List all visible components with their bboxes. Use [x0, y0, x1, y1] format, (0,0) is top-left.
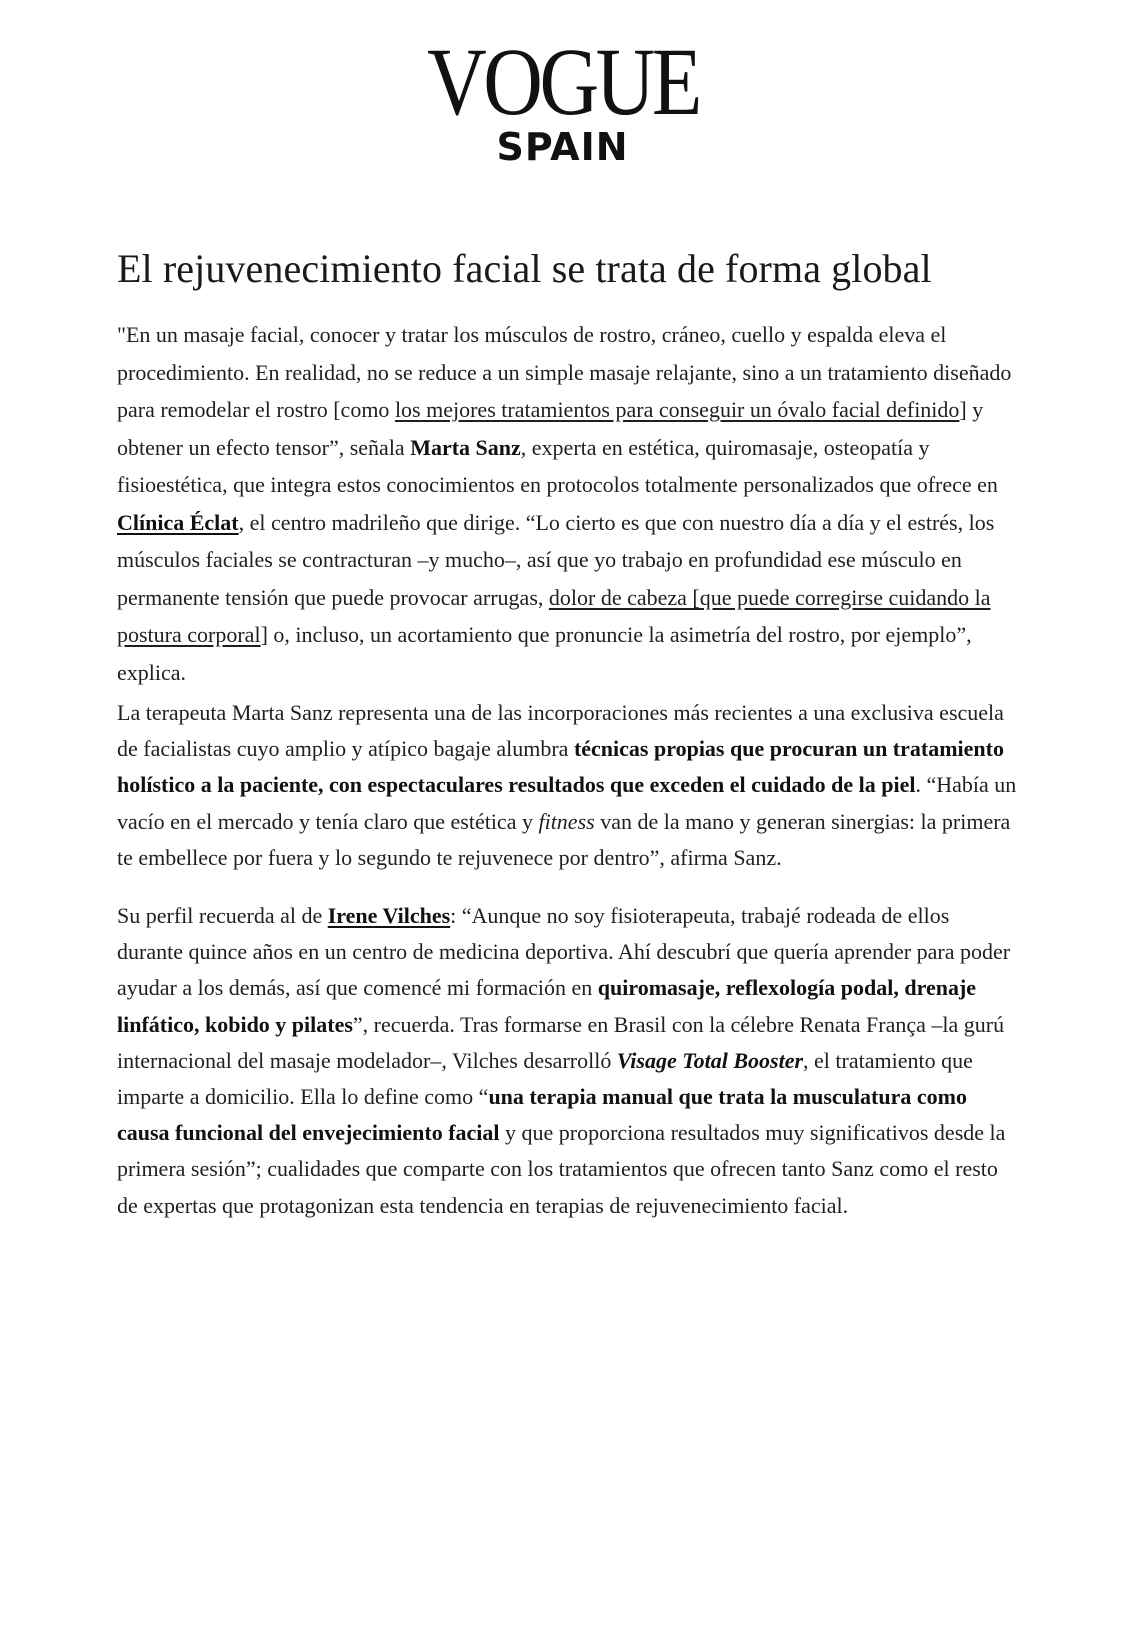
text-span: van de la mano y generan sinergias: la primera te embellece por fuera y lo segundo te rejuvenece por dentro”, afirma Sanz. — [117, 808, 1011, 870]
link-irene-vilches[interactable]: Irene Vilches — [327, 903, 451, 929]
bold-training-list: quiromasaje, reflexología podal, drenaje linfático, kobido y pilates — [117, 975, 977, 1037]
vogue-logo[interactable]: VOGUE — [426, 28, 699, 135]
italic-treatment-name: Visage Total Booster — [616, 1047, 804, 1073]
text-span: ”, recuerda. Tras formarse en Brasil con la célebre Renata França –la gurú internacional del masaje modelador–, Vilches desarrolló — [117, 1011, 1005, 1073]
bold-therapy-definition: una terapia manual que trata la musculatura como causa funcional del envejecimiento facial — [117, 1084, 967, 1146]
masthead — [0, 28, 1125, 169]
bold-name-marta-sanz: Marta Sanz — [410, 434, 521, 460]
paragraph-2 — [117, 695, 1017, 876]
paragraph-1 — [117, 316, 1017, 691]
text-span: y que proporciona resultados muy significativos desde la primera sesión”; cualidades que comparte con los tratamientos que ofrecen tanto Sanz como el resto de expertas que protagonizan esta tendencia en terapias de rejuvenecimiento facial. — [117, 1120, 1006, 1218]
edition-label: SPAIN — [496, 125, 629, 169]
text-span: , experta en estética, quiromasaje, osteopatía y fisioestética, que integra estos conocimientos en protocolos totalmente personalizados que ofrece en — [117, 434, 998, 497]
text-span: Su perfil recuerda al de — [117, 903, 328, 929]
text-span: . “Había un vacío en el mercado y tenía claro que estética y — [117, 772, 1017, 834]
paragraph-3 — [117, 898, 1017, 1224]
bold-italic-treatment-name — [617, 1048, 803, 1073]
link-headache-posture[interactable]: dolor de cabeza [que puede corregirse cuidando la postura corporal — [117, 584, 991, 647]
text-span: ] y obtener un efecto tensor”, señala — [117, 397, 984, 460]
text-span: ] o, incluso, un acortamiento que pronuncie la asimetría del rostro, por ejemplo”, explica. — [117, 622, 972, 685]
bold-highlight: técnicas propias que procuran un tratamiento holístico a la paciente, con espectaculares resultados que exceden el cuidado de la piel — [117, 736, 1004, 798]
link-clinica-eclat[interactable]: Clínica Éclat — [117, 509, 239, 535]
article-body — [117, 244, 1017, 1224]
text-span: : “Aunque no soy fisioterapeuta, trabajé rodeada de ellos durante quince años en un centro de medicina deportiva. Ahí descubrí que quería aprender para poder ayudar a los demás, así que comencé mi formación en — [117, 903, 1011, 1001]
text-span: , el centro madrileño que dirige. “Lo cierto es que con nuestro día a día y el estrés, los músculos faciales se contracturan –y mucho–, así que yo trabajo en profundidad ese músculo en permanente tensión que puede provocar arrugas, — [117, 509, 995, 610]
text-span: , el tratamiento que imparte a domicilio. Ella lo define como “ — [117, 1047, 973, 1110]
italic-fitness: fitness — [538, 808, 595, 834]
text-span: "En un masaje facial, conocer y tratar los músculos de rostro, cráneo, cuello y espalda eleva el procedimiento. En realidad, no se reduce a un simple masaje relajante, sino a un tratamiento diseñado para remodelar el rostro [como — [117, 322, 1012, 422]
text-span: La terapeuta Marta Sanz representa una de las incorporaciones más recientes a una exclusiva escuela de facialistas cuyo amplio y atípico bagaje alumbra — [117, 700, 1004, 762]
article-headline: El rejuvenecimiento facial se trata de forma global — [117, 246, 932, 291]
link-oval-facial-treatments[interactable]: los mejores tratamientos para conseguir un óvalo facial definido — [394, 397, 960, 422]
